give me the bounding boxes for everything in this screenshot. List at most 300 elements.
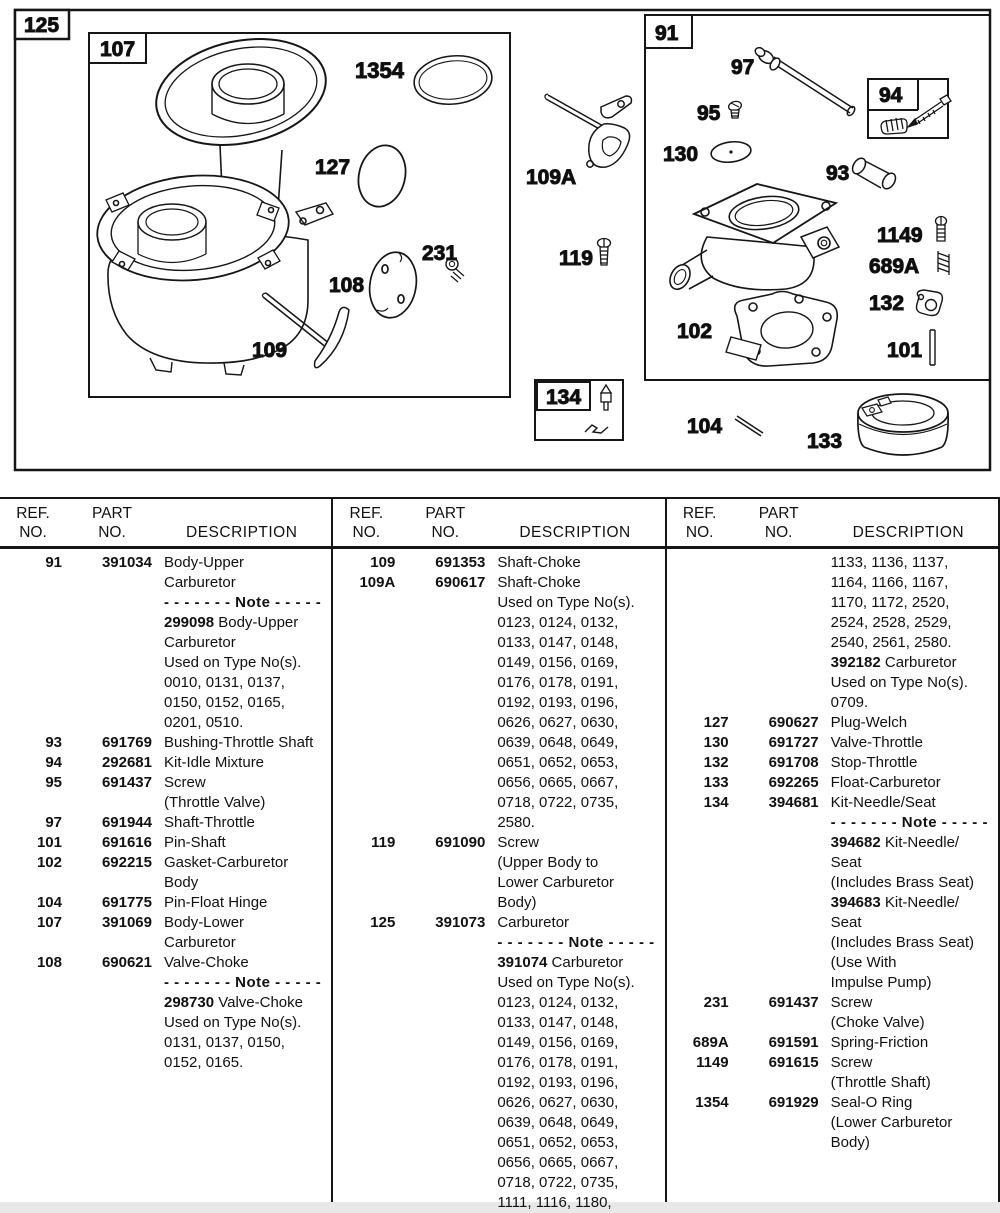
shaft-choke-109a-glyph xyxy=(545,94,632,167)
ref-no-cell xyxy=(337,613,395,633)
ref-no-cell xyxy=(337,873,395,893)
description-cell: Used on Type No(s). xyxy=(164,654,302,671)
ref-no-cell xyxy=(337,673,395,693)
ref-no-cell xyxy=(671,613,729,633)
description-cell: Pin-Shaft xyxy=(164,834,226,851)
description-cell: (Upper Body to xyxy=(497,854,599,871)
part-header-line2: NO. xyxy=(98,524,126,541)
ref-no-cell xyxy=(4,713,62,733)
description-cell: 0639, 0648, 0649, xyxy=(497,1114,619,1131)
table-row-line xyxy=(0,953,331,973)
table-row-line xyxy=(333,993,664,1013)
body-screw-glyph xyxy=(598,239,611,266)
table-row-line xyxy=(667,593,998,613)
table-row-line xyxy=(333,1093,664,1113)
ref-no-cell: 95 xyxy=(45,774,62,791)
description-cell: 0149, 0156, 0169, xyxy=(497,1034,619,1051)
part-no-cell: 691727 xyxy=(768,734,819,751)
part-header-line1: PART xyxy=(425,505,466,522)
ref-header-line1: REF. xyxy=(16,505,50,522)
callout-108: 108 xyxy=(329,274,365,297)
figure-box-91-label: 91 xyxy=(655,22,679,45)
callout-102: 102 xyxy=(677,320,713,343)
callout-109: 109 xyxy=(252,339,288,362)
seal-o-ring-glyph xyxy=(412,52,495,108)
ref-no-cell xyxy=(337,1153,395,1173)
part-no-cell xyxy=(405,793,485,813)
part-no-cell: 692265 xyxy=(768,774,819,791)
ref-no-cell xyxy=(337,1033,395,1053)
table-row-line xyxy=(667,893,998,913)
valve-throttle-glyph xyxy=(710,140,752,165)
description-cell: Kit-Needle/Seat xyxy=(830,794,936,811)
ref-no-cell xyxy=(671,653,729,673)
ref-no-cell xyxy=(671,633,729,653)
part-no-cell: 394681 xyxy=(768,794,819,811)
table-row-line xyxy=(333,613,664,633)
ref-no-cell xyxy=(671,813,729,833)
part-no-cell: 691775 xyxy=(101,894,152,911)
callout-133: 133 xyxy=(807,430,843,453)
description-cell: Float-Carburetor xyxy=(830,774,941,791)
description-cell: (Throttle Valve) xyxy=(164,794,266,811)
table-row-line xyxy=(333,1053,664,1073)
ref-no-cell xyxy=(337,953,395,973)
description-cell: - - - - - - - Note - - - - - xyxy=(497,934,655,951)
table-row-line xyxy=(0,553,331,573)
part-no-cell xyxy=(405,633,485,653)
figure-box-125-label: 125 xyxy=(24,14,60,37)
description-cell: Used on Type No(s). xyxy=(164,1014,302,1031)
table-row-line xyxy=(333,733,664,753)
figure-box-107-label: 107 xyxy=(100,38,136,61)
table-row-line xyxy=(333,873,664,893)
ref-no-cell xyxy=(337,793,395,813)
part-no-cell xyxy=(405,1093,485,1113)
part-no-cell xyxy=(739,933,819,953)
table-row-line xyxy=(333,973,664,993)
part-header-line1: PART xyxy=(92,505,132,522)
part-no-cell xyxy=(405,1173,485,1193)
upper-carburetor-body-drawing xyxy=(666,184,839,293)
table-row-line xyxy=(333,913,664,933)
ref-no-cell: 109A xyxy=(359,574,396,591)
description-cell: (Includes Brass Seat) xyxy=(830,934,975,951)
table-row-line xyxy=(0,753,331,773)
part-no-cell xyxy=(405,733,485,753)
part-no-cell xyxy=(739,1013,819,1033)
table-row-line xyxy=(667,553,998,573)
part-header-line2: NO. xyxy=(764,524,793,541)
column-1-rows xyxy=(0,549,331,1073)
description-cell: Seat xyxy=(830,854,862,871)
ref-no-cell xyxy=(671,973,729,993)
description-cell: Body) xyxy=(830,1134,870,1151)
ref-no-cell xyxy=(671,1013,729,1033)
ref-no-cell xyxy=(337,1053,395,1073)
part-no-cell xyxy=(739,1113,819,1133)
table-row-line xyxy=(333,1033,664,1053)
part-no-cell xyxy=(72,933,152,953)
part-no-cell xyxy=(72,693,152,713)
pin-shaft-glyph xyxy=(930,330,935,365)
ref-no-cell xyxy=(671,833,729,853)
ref-no-cell xyxy=(671,1113,729,1133)
ref-no-cell: 1354 xyxy=(695,1094,729,1111)
ref-no-cell xyxy=(337,633,395,653)
part-no-cell xyxy=(72,593,152,613)
ref-no-cell: 1149 xyxy=(696,1054,729,1071)
table-row-line xyxy=(333,793,664,813)
description-cell: Screw xyxy=(164,774,206,791)
table-row-line xyxy=(667,1073,998,1093)
ref-no-cell xyxy=(4,1033,62,1053)
table-row-line xyxy=(333,573,664,593)
valve-choke-glyph xyxy=(365,249,422,322)
description-cell: 0192, 0193, 0196, xyxy=(497,694,619,711)
table-row-line xyxy=(0,713,331,733)
ref-no-cell xyxy=(4,933,62,953)
description-cell: 0123, 0124, 0132, xyxy=(497,994,619,1011)
part-no-cell xyxy=(405,753,485,773)
callout-130: 130 xyxy=(663,143,699,166)
part-no-cell xyxy=(405,1133,485,1153)
table-row-line xyxy=(0,853,331,873)
callout-93: 93 xyxy=(826,162,850,185)
table-row-line xyxy=(667,773,998,793)
table-row-line xyxy=(0,873,331,893)
ref-no-cell xyxy=(4,613,62,633)
description-cell: 0709. xyxy=(830,694,869,711)
part-no-cell xyxy=(739,973,819,993)
ref-no-cell: 109 xyxy=(370,554,396,571)
table-row-line xyxy=(333,953,664,973)
part-no-cell xyxy=(72,613,152,633)
description-cell: 0192, 0193, 0196, xyxy=(497,1074,619,1091)
description-cell: (Choke Valve) xyxy=(830,1014,925,1031)
table-row-line xyxy=(667,813,998,833)
table-row-line xyxy=(333,1153,664,1173)
part-no-cell xyxy=(405,673,485,693)
description-cell: Gasket-Carburetor xyxy=(164,854,289,871)
callout-1149: 1149 xyxy=(877,224,923,247)
table-row-line xyxy=(667,833,998,853)
part-no-cell xyxy=(405,653,485,673)
table-row-line xyxy=(333,653,664,673)
part-no-cell xyxy=(405,993,485,1013)
callout-109A: 109A xyxy=(526,166,577,189)
description-cell: 0626, 0627, 0630, xyxy=(497,1094,619,1111)
description-cell: Used on Type No(s). xyxy=(497,594,635,611)
ref-no-cell: 231 xyxy=(703,994,729,1011)
part-no-cell xyxy=(405,713,485,733)
part-no-cell: 691708 xyxy=(768,754,819,771)
description-cell: - - - - - - - Note - - - - - xyxy=(164,594,322,611)
ref-no-cell xyxy=(337,813,395,833)
ref-no-cell xyxy=(337,993,395,1013)
column-2-header xyxy=(333,499,664,549)
description-cell: Body-Lower xyxy=(164,914,245,931)
description-cell: Carburetor xyxy=(164,574,236,591)
part-no-cell xyxy=(405,693,485,713)
figure-box-134-label: 134 xyxy=(546,386,582,409)
ref-no-cell: 94 xyxy=(45,754,62,771)
ref-no-cell: 134 xyxy=(703,794,729,811)
ref-no-cell xyxy=(4,633,62,653)
ref-no-cell xyxy=(337,1173,395,1193)
description-cell: 0133, 0147, 0148, xyxy=(497,634,619,651)
ref-no-cell xyxy=(671,953,729,973)
description-cell: 391074 Carburetor xyxy=(497,954,624,971)
table-row-line xyxy=(0,1013,331,1033)
part-no-cell xyxy=(405,773,485,793)
description-cell: 394683 Kit-Needle/ xyxy=(830,894,960,911)
gasket-carburetor-body-glyph xyxy=(726,292,837,367)
table-row-line xyxy=(0,693,331,713)
part-no-cell xyxy=(72,993,152,1013)
table-row-line xyxy=(0,1033,331,1053)
description-cell: Spring-Friction xyxy=(830,1034,929,1051)
description-cell: Body xyxy=(164,874,199,891)
table-row-line xyxy=(333,1173,664,1193)
ref-no-cell xyxy=(337,593,395,613)
description-cell: 392182 Carburetor xyxy=(830,654,957,671)
description-cell: 0718, 0722, 0735, xyxy=(497,1174,619,1191)
part-no-cell: 391073 xyxy=(435,914,486,931)
description-cell: 0626, 0627, 0630, xyxy=(497,714,619,731)
ref-no-cell xyxy=(337,1073,395,1093)
ref-no-cell: 125 xyxy=(370,914,396,931)
ref-no-cell: 108 xyxy=(36,954,62,971)
column-2-rows xyxy=(333,549,664,1213)
table-row-line xyxy=(667,653,998,673)
part-no-cell: 690621 xyxy=(101,954,152,971)
description-cell: Body) xyxy=(497,894,537,911)
description-cell: Screw xyxy=(830,1054,873,1071)
table-row-line xyxy=(333,773,664,793)
ref-header-line1: REF. xyxy=(349,505,384,522)
parts-table xyxy=(0,497,1000,1211)
table-row-line xyxy=(0,613,331,633)
table-row-line xyxy=(667,1093,998,1113)
table-row-line xyxy=(667,1033,998,1053)
description-cell: Shaft-Choke xyxy=(497,554,581,571)
callout-104: 104 xyxy=(687,415,723,438)
table-row-line xyxy=(0,733,331,753)
ref-no-cell xyxy=(671,853,729,873)
ref-no-cell: 130 xyxy=(703,734,729,751)
ref-no-cell xyxy=(671,913,729,933)
part-no-cell xyxy=(739,613,819,633)
ref-no-cell xyxy=(337,1193,395,1213)
description-cell: Valve-Throttle xyxy=(830,734,923,751)
ref-no-cell: 101 xyxy=(36,834,62,851)
description-cell: 0123, 0124, 0132, xyxy=(497,614,619,631)
part-no-cell xyxy=(739,893,819,913)
ref-no-cell xyxy=(337,693,395,713)
table-row-line xyxy=(667,873,998,893)
parts-table-column-1 xyxy=(0,499,331,1202)
description-cell: (Throttle Shaft) xyxy=(830,1074,931,1091)
description-cell: 1170, 1172, 2520, xyxy=(830,594,950,611)
part-no-cell xyxy=(739,813,819,833)
table-row-line xyxy=(0,653,331,673)
table-row-line xyxy=(0,813,331,833)
ref-no-cell xyxy=(4,1013,62,1033)
description-cell: (Includes Brass Seat) xyxy=(830,874,975,891)
description-cell: Carburetor xyxy=(164,934,236,951)
callout-101: 101 xyxy=(887,339,923,362)
table-row-line xyxy=(333,1113,664,1133)
table-row-line xyxy=(667,713,998,733)
callout-689A: 689A xyxy=(869,255,920,278)
ref-no-cell xyxy=(4,673,62,693)
description-cell: 0152, 0165. xyxy=(164,1054,244,1071)
description-cell: 0133, 0147, 0148, xyxy=(497,1014,619,1031)
description-cell: Body-Upper xyxy=(164,554,245,571)
callout-95: 95 xyxy=(697,102,721,125)
description-cell: 0718, 0722, 0735, xyxy=(497,794,619,811)
ref-no-cell xyxy=(4,793,62,813)
part-no-cell xyxy=(739,853,819,873)
description-cell: Stop-Throttle xyxy=(830,754,918,771)
table-row-line xyxy=(667,1113,998,1133)
description-cell: Screw xyxy=(497,834,540,851)
table-row-line xyxy=(0,673,331,693)
table-row-line xyxy=(333,813,664,833)
table-row-line xyxy=(0,973,331,993)
description-cell: 298730 Valve-Choke xyxy=(164,994,303,1011)
plug-welch-glyph xyxy=(352,140,412,211)
description-cell: 0651, 0652, 0653, xyxy=(497,1134,619,1151)
table-row-line xyxy=(0,633,331,653)
ref-no-cell xyxy=(337,1113,395,1133)
description-cell: Screw xyxy=(830,994,873,1011)
part-no-cell xyxy=(405,593,485,613)
description-cell: 0651, 0652, 0653, xyxy=(497,754,619,771)
table-row-line xyxy=(0,1053,331,1073)
description-cell: 1164, 1166, 1167, xyxy=(830,574,949,591)
table-row-line xyxy=(667,793,998,813)
table-row-line xyxy=(0,793,331,813)
ref-header-line1: REF. xyxy=(682,505,717,522)
part-no-cell xyxy=(739,1073,819,1093)
part-no-cell: 691929 xyxy=(768,1094,819,1111)
ref-no-cell xyxy=(4,993,62,1013)
part-no-cell xyxy=(739,953,819,973)
ref-no-cell xyxy=(671,1073,729,1093)
ref-no-cell xyxy=(337,893,395,913)
ref-no-cell xyxy=(671,873,729,893)
description-cell: 1111, 1116, 1180, xyxy=(497,1194,612,1211)
ref-no-cell xyxy=(4,573,62,593)
ref-no-cell xyxy=(671,573,729,593)
table-row-line xyxy=(333,1133,664,1153)
ref-no-cell xyxy=(337,733,395,753)
table-row-line xyxy=(0,593,331,613)
part-no-cell xyxy=(405,1013,485,1033)
description-cell: Used on Type No(s). xyxy=(830,674,968,691)
part-header-line2: NO. xyxy=(431,524,460,541)
ref-no-cell xyxy=(671,693,729,713)
pin-float-hinge-glyph xyxy=(735,416,763,436)
ref-header-line2: NO. xyxy=(352,524,381,541)
description-cell: Used on Type No(s). xyxy=(497,974,635,991)
table-row-line xyxy=(333,893,664,913)
description-cell: 299098 Body-Upper xyxy=(164,614,299,631)
table-row-line xyxy=(0,933,331,953)
description-cell: Pin-Float Hinge xyxy=(164,894,268,911)
description-cell: 2580. xyxy=(497,814,535,831)
ref-no-cell xyxy=(671,933,729,953)
column-1-header xyxy=(0,499,331,549)
part-no-cell: 691437 xyxy=(101,774,152,791)
description-header: DESCRIPTION xyxy=(186,524,298,541)
part-no-cell xyxy=(72,713,152,733)
part-no-cell xyxy=(405,613,485,633)
ref-no-cell xyxy=(4,873,62,893)
part-no-cell xyxy=(72,873,152,893)
part-no-cell xyxy=(72,973,152,993)
figure-box-94-label: 94 xyxy=(879,84,903,107)
part-no-cell xyxy=(405,1033,485,1053)
ref-no-cell: 119 xyxy=(371,834,396,851)
shaft-throttle-glyph xyxy=(754,46,857,117)
table-row-line xyxy=(333,1073,664,1093)
description-cell: Shaft-Throttle xyxy=(164,814,255,831)
description-cell: - - - - - - - Note - - - - - xyxy=(830,814,988,831)
part-no-cell xyxy=(739,593,819,613)
part-no-cell xyxy=(72,1053,152,1073)
part-no-cell xyxy=(405,853,485,873)
ref-no-cell xyxy=(337,653,395,673)
ref-no-cell: 97 xyxy=(45,814,62,831)
table-row-line xyxy=(333,553,664,573)
part-no-cell: 690627 xyxy=(768,714,819,731)
part-no-cell xyxy=(405,953,485,973)
part-no-cell xyxy=(739,553,819,573)
table-row-line xyxy=(0,573,331,593)
description-cell: 0639, 0648, 0649, xyxy=(497,734,619,751)
table-row-line xyxy=(0,893,331,913)
table-row-line xyxy=(333,713,664,733)
description-cell: (Lower Carburetor xyxy=(830,1114,953,1131)
table-row-line xyxy=(667,853,998,873)
description-cell: Lower Carburetor xyxy=(497,874,615,891)
callout-119: 119 xyxy=(559,247,593,270)
float-carburetor-glyph xyxy=(858,394,948,455)
ref-no-cell xyxy=(337,1133,395,1153)
part-no-cell xyxy=(72,573,152,593)
part-no-cell xyxy=(72,653,152,673)
description-cell: Carburetor xyxy=(497,914,570,931)
parts-table-column-3 xyxy=(665,499,998,1202)
description-cell: Shaft-Choke xyxy=(497,574,581,591)
ref-no-cell: 93 xyxy=(45,734,62,751)
description-cell: 2540, 2561, 2580. xyxy=(830,634,952,651)
description-cell: 0149, 0156, 0169, xyxy=(497,654,619,671)
ref-no-cell: 689A xyxy=(692,1034,729,1051)
ref-no-cell xyxy=(671,673,729,693)
table-row-line xyxy=(667,973,998,993)
part-no-cell xyxy=(405,973,485,993)
description-cell: Valve-Choke xyxy=(164,954,249,971)
part-no-cell: 692215 xyxy=(101,854,152,871)
throttle-valve-screw-glyph xyxy=(728,100,743,118)
part-no-cell xyxy=(405,933,485,953)
part-no-cell: 292681 xyxy=(101,754,152,771)
part-no-cell: 690617 xyxy=(435,574,486,591)
